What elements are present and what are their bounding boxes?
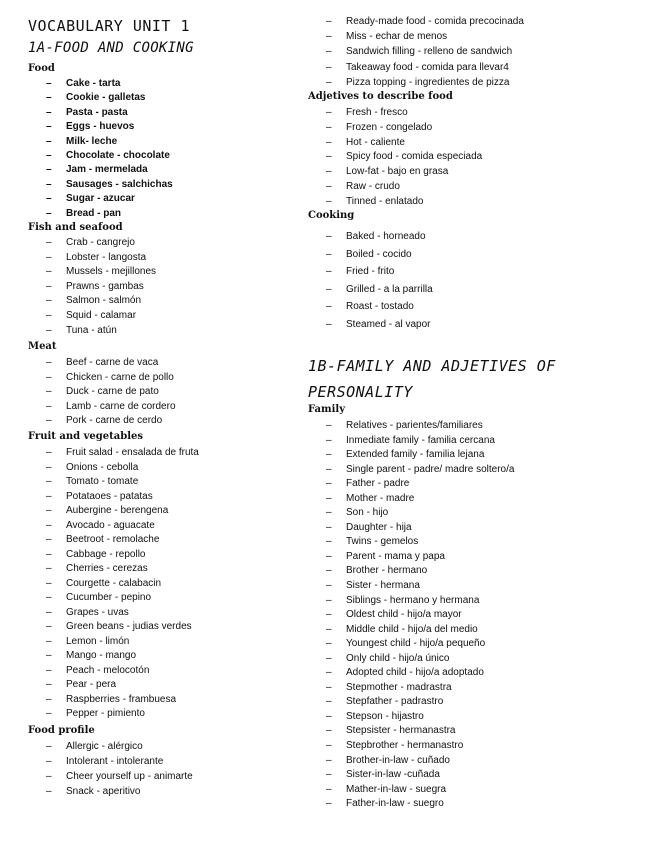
list-family [308, 419, 514, 812]
list-item: – Tomato - tomate [28, 475, 199, 490]
list-item: – Chocolate - chocolate [28, 149, 173, 163]
section-title-family-line1: 1B-FAMILY AND ADJETIVES OF [308, 357, 556, 375]
heading-family: Family [308, 404, 346, 415]
list-fruit [28, 446, 199, 722]
list-item: – Lamb - carne de cordero [28, 400, 176, 415]
list-item: – Stepfather - padrastro [308, 695, 514, 710]
heading-profile: Food profile [28, 725, 95, 736]
list-item: – Single parent - padre/ madre soltero/a [308, 463, 514, 478]
heading-adjectives: Adjetives to describe food [308, 91, 453, 102]
list-item: – Bread - pan [28, 207, 173, 221]
list-item: – Frozen - congelado [308, 121, 482, 136]
list-item: – Spicy food - comida especiada [308, 150, 482, 165]
heading-meat: Meat [28, 341, 57, 352]
section-title-food: 1A-FOOD AND COOKING [28, 40, 194, 56]
list-item: – Beetroot - remolache [28, 533, 199, 548]
list-item: – Father-in-law - suegro [308, 797, 514, 812]
list-item: – Middle child - hijo/a del medio [308, 623, 514, 638]
list-item: – Relatives - parientes/familiares [308, 419, 514, 434]
list-item: – Grilled - a la parrilla [308, 281, 433, 299]
list-meat [28, 356, 176, 429]
section-title-family-line2: PERSONALITY [308, 383, 413, 401]
list-item: – Sandwich filling - relleno de sandwich [308, 44, 524, 59]
list-item: – Extended family - familia lejana [308, 448, 514, 463]
list-item: – Siblings - hermano y hermana [308, 594, 514, 609]
list-item: – Duck - carne de pato [28, 385, 176, 400]
list-item: – Salmon - salmón [28, 294, 156, 309]
list-item: – Pear - pera [28, 678, 199, 693]
list-item: – Green beans - judias verdes [28, 620, 199, 635]
list-item: – Cookie - galletas [28, 91, 173, 105]
document-title: VOCABULARY UNIT 1 [28, 17, 191, 35]
list-item: – Miss - echar de menos [308, 29, 524, 44]
list-item: – Milk- leche [28, 135, 173, 149]
list-item: – Roast - tostado [308, 298, 433, 316]
list-item: – Ready-made food - comida precocinada [308, 14, 524, 29]
list-adjectives [308, 106, 482, 210]
list-item: – Cabbage - repollo [28, 548, 199, 563]
list-item: – Potataoes - patatas [28, 490, 199, 505]
list-item: – Lobster - langosta [28, 251, 156, 266]
list-item: – Steamed - al vapor [308, 316, 433, 334]
list-item: – Jam - mermelada [28, 163, 173, 177]
list-item: – Beef - carne de vaca [28, 356, 176, 371]
list-item: – Fresh - fresco [308, 106, 482, 121]
list-item: – Mussels - mejillones [28, 265, 156, 280]
list-item: – Pasta - pasta [28, 106, 173, 120]
list-item: – Pizza topping - ingredientes de pizza [308, 75, 524, 90]
list-item: – Grapes - uvas [28, 606, 199, 621]
list-item: – Tinned - enlatado [308, 195, 482, 210]
list-item: – Cucumber - pepino [28, 591, 199, 606]
list-item: – Fried - frito [308, 263, 433, 281]
list-item: – Brother - hermano [308, 564, 514, 579]
list-item: – Adopted child - hijo/a adoptado [308, 666, 514, 681]
list-item: – Mather-in-law - suegra [308, 783, 514, 798]
list-item: – Parent - mama y papa [308, 550, 514, 565]
list-item: – Stepmother - madrastra [308, 681, 514, 696]
list-food-profile-cont [308, 14, 524, 90]
list-item: – Daughter - hija [308, 521, 514, 536]
list-item: – Hot - caliente [308, 136, 482, 151]
list-item: – Prawns - gambas [28, 280, 156, 295]
list-item: – Stepbrother - hermanastro [308, 739, 514, 754]
list-item: – Eggs - huevos [28, 120, 173, 134]
list-item: – Pepper - pimiento [28, 707, 199, 722]
list-item: – Lemon - limón [28, 635, 199, 650]
heading-cooking: Cooking [308, 210, 355, 221]
list-item: – Boiled - cocido [308, 246, 433, 264]
list-item: – Raspberries - frambuesa [28, 693, 199, 708]
list-item: – Raw - crudo [308, 180, 482, 195]
list-item: – Avocado - aguacate [28, 519, 199, 534]
list-item: – Squid - calamar [28, 309, 156, 324]
section-title-family [308, 353, 556, 405]
list-item: – Son - hijo [308, 506, 514, 521]
list-food [28, 77, 173, 221]
list-item: – Onions - cebolla [28, 461, 199, 476]
list-item: – Chicken - carne de pollo [28, 371, 176, 386]
heading-fruit: Fruit and vegetables [28, 431, 143, 442]
list-item: – Tuna - atún [28, 324, 156, 339]
list-fish [28, 236, 156, 338]
list-item: – Sausages - salchichas [28, 178, 173, 192]
list-item: – Sister-in-law -cuñada [308, 768, 514, 783]
list-item: – Sister - hermana [308, 579, 514, 594]
list-item: – Twins - gemelos [308, 535, 514, 550]
list-item: – Stepsister - hermanastra [308, 724, 514, 739]
list-item: – Intolerant - intolerante [28, 754, 193, 769]
list-item: – Cherries - cerezas [28, 562, 199, 577]
list-item: – Takeaway food - comida para llevar4 [308, 60, 524, 75]
list-item: – Only child - hijo/a único [308, 652, 514, 667]
list-item: – Sugar - azucar [28, 192, 173, 206]
list-item: – Cheer yourself up - animarte [28, 769, 193, 784]
list-item: – Brother-in-law - cuñado [308, 754, 514, 769]
list-item: – Allergic - alérgico [28, 739, 193, 754]
list-food-profile [28, 739, 193, 799]
list-item: – Cake - tarta [28, 77, 173, 91]
list-item: – Father - padre [308, 477, 514, 492]
list-item: – Mother - madre [308, 492, 514, 507]
heading-fish: Fish and seafood [28, 222, 123, 233]
list-item: – Baked - horneado [308, 228, 433, 246]
list-item: – Oldest child - hijo/a mayor [308, 608, 514, 623]
list-item: – Inmediate family - familia cercana [308, 434, 514, 449]
list-item: – Snack - aperitivo [28, 784, 193, 799]
list-item: – Crab - cangrejo [28, 236, 156, 251]
heading-food: Food [28, 63, 55, 74]
list-item: – Pork - carne de cerdo [28, 414, 176, 429]
list-item: – Courgette - calabacin [28, 577, 199, 592]
list-item: – Low-fat - bajo en grasa [308, 165, 482, 180]
list-item: – Mango - mango [28, 649, 199, 664]
list-item: – Aubergine - berengena [28, 504, 199, 519]
list-item: – Stepson - hijastro [308, 710, 514, 725]
list-item: – Peach - melocotón [28, 664, 199, 679]
list-cooking [308, 228, 433, 334]
list-item: – Fruit salad - ensalada de fruta [28, 446, 199, 461]
list-item: – Youngest child - hijo/a pequeño [308, 637, 514, 652]
